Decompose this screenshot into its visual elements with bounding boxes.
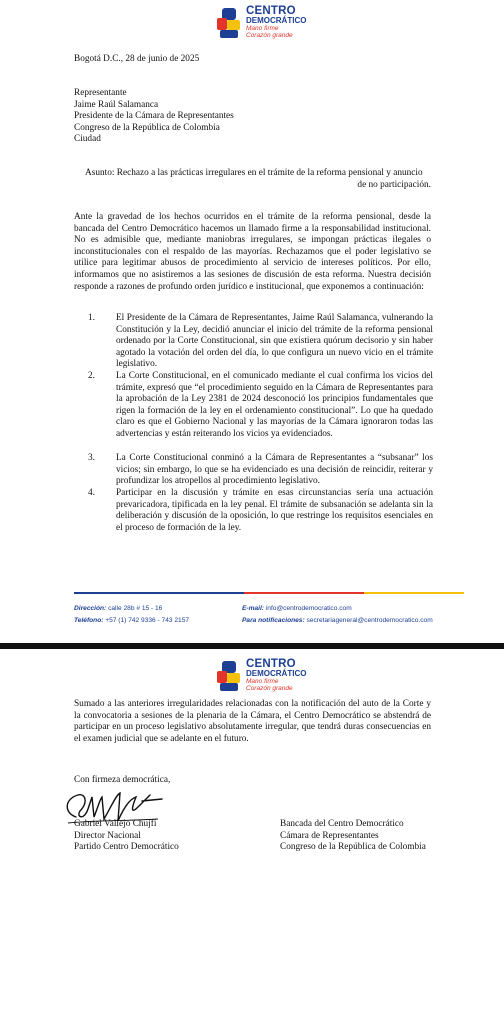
phone-label: Teléfono:	[74, 617, 104, 624]
address-value: calle 28b # 15 - 16	[108, 605, 163, 612]
closing-paragraph: Sumado a las anteriores irregularidades relacionadas con la notificación del auto de la Corte y la convocatoria a sesiones de la plenaria de la Cámara, el Centro Democrático se abstendrá de participar en un proceso legislativo absolutamente irregular, que tendrá duras consecuencias en el examen judicial que se adelante en el futuro.	[74, 699, 431, 744]
letter-date: Bogotá D.C., 28 de junio de 2025	[74, 54, 200, 64]
signer-left-block	[74, 819, 179, 854]
party-emblem-icon	[214, 659, 244, 693]
logo-slogan-1: Mano firme	[246, 25, 279, 32]
signer-right-line: Bancada del Centro Democrático	[280, 819, 404, 829]
list-item-number: 1.	[88, 313, 95, 323]
list-item	[88, 313, 433, 371]
signer-right-line: Congreso de la República de Colombia	[280, 842, 426, 853]
footer-stripe-blue	[74, 592, 244, 594]
signer-title: Director Nacional	[74, 830, 141, 841]
list-item-text: El Presidente de la Cámara de Representantes, Jaime Raúl Salamanca, vulnerando la Constitución y la Ley, decidió anunciar el inicio del trámite de la reforma pensional ordenado por la Corte Constitucional, sin que existiera quórum decisorio y sin haber agotado la votación del orden del día, lo que configura un nuevo vicio en el trámite legislativo.	[116, 313, 433, 370]
logo-name-2: DEMOCRÁTICO	[246, 16, 307, 25]
list-item-number: 3.	[88, 453, 95, 463]
address-label: Dirección:	[74, 605, 107, 612]
recipient-line: Representante	[74, 88, 127, 98]
subject-line-2: de no participación.	[357, 179, 431, 190]
email-label: E-mail:	[242, 605, 264, 612]
list-item-number: 4.	[88, 488, 95, 498]
signer-right-line: Cámara de Representantes	[280, 830, 379, 841]
list-item-text: La Corte Constitucional conminó a la Cámara de Representantes a “subsanar” los vicios; sin embargo, lo que se ha evidenciado es una decisión de reincidir, reiterar y profundizar los atropellos al procedimiento legislativo.	[116, 453, 433, 487]
list-item-text: Participar en la discusión y trámite en esas circunstancias sería una actuación prevaricadora, tipificada en la ley penal. El trámite de subsanación se adelanta sin la deliberación y discusión de la oposición, lo que restringe los requisitos esenciales en el proceso de formación de la ley.	[116, 488, 433, 533]
list-item-text: La Corte Constitucional, en el comunicado mediante el cual confirma los vicios del trámite, expresó que “el procedimiento seguido en la Cámara de Representantes para la aprobación de la Ley 2381 de 2024 desconoció los principios fundamentales que rigen la formación de la ley en el ordenamiento constitucional”. Lo que ha quedado claro es que el Gobierno Nacional y las mayorías de la Cámara ignoraron todas las advertencias y están reiterando los vicios ya evidenciados.	[116, 371, 433, 439]
phone-value: +57 (1) 742 9336 - 743 2157	[105, 617, 190, 624]
recipient-line: Ciudad	[74, 134, 101, 145]
notifications-email-link[interactable]: secretariageneral@centrodemocratico.com	[306, 617, 433, 624]
signer-org: Partido Centro Democrático	[74, 842, 179, 853]
reasons-list	[88, 313, 433, 534]
logo-slogan-2: Corazón grande	[246, 32, 293, 39]
subject-line-1: Asunto: Rechazo a las prácticas irregulares en el trámite de la reforma pensional y anuncio	[85, 168, 423, 178]
logo-slogan-1: Mano firme	[246, 678, 279, 685]
party-emblem-icon	[214, 6, 244, 40]
footer-stripe-red	[244, 592, 364, 594]
notifications-label: Para notificaciones:	[242, 617, 305, 624]
centro-democratico-logo	[214, 6, 324, 42]
recipient-block	[74, 88, 234, 146]
subject	[85, 168, 431, 191]
signer-name: Gabriel Vallejo Chujfi	[74, 819, 157, 829]
list-item-number: 2.	[88, 371, 95, 381]
letter-page-2	[0, 649, 504, 1024]
logo-name-2: DEMOCRÁTICO	[246, 669, 307, 678]
recipient-line: Congreso de la República de Colombia	[74, 122, 220, 133]
list-item	[88, 453, 433, 488]
intro-paragraph: Ante la gravedad de los hechos ocurridos en el trámite de la reforma pensional, desde la bancada del Centro Democrático hacemos un llamado firme a la responsabilidad institucional. No es admisible que, mediante maniobras irregulares, se impongan prácticas ilegales o inconstitucionales con el respaldo de las mayorías. Rechazamos que el poder legislativo se utilice para legitimar abusos de procedimiento al servicio de intereses políticos. Por ello, informamos que no asistiremos a las sesiones de discusión de esta reforma. Nuestra decisión responde a razones de profundo orden jurídico e institucional, que exponemos a continuación:	[74, 212, 431, 292]
signer-right-block	[280, 819, 426, 854]
logo-name: CENTRO	[246, 658, 296, 670]
recipient-line: Presidente de la Cámara de Representantes	[74, 111, 234, 122]
logo-slogan-2: Corazón grande	[246, 685, 293, 692]
centro-democratico-logo	[214, 659, 324, 695]
list-item	[88, 371, 433, 453]
recipient-line: Jaime Raúl Salamanca	[74, 99, 159, 110]
list-item	[88, 488, 433, 534]
sign-off: Con firmeza democrática,	[74, 775, 171, 785]
email-link[interactable]: info@centrodemocratico.com	[265, 605, 352, 612]
logo-name: CENTRO	[246, 5, 296, 17]
footer-stripe-yellow	[364, 592, 464, 594]
